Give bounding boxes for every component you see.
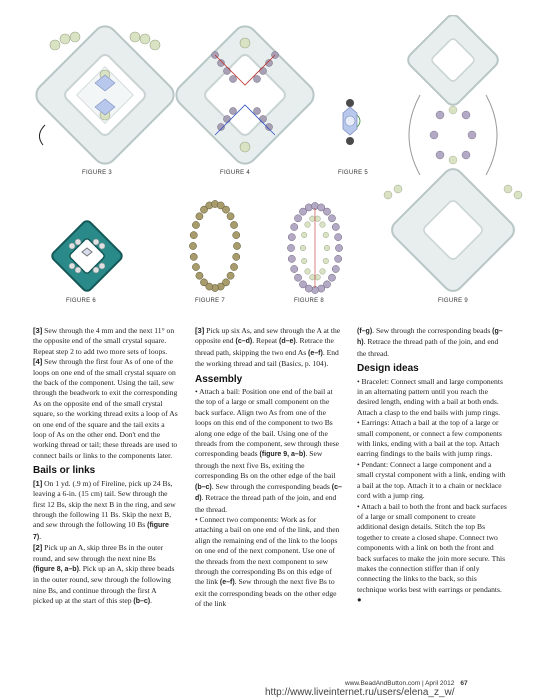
bead <box>288 234 295 241</box>
bead <box>328 215 335 222</box>
paragraph-connect-components: • Connect two components: Work as for attaching a bail on one end of the link, and then align the remaining end of the link to the loops on one end of the next component. Use one of the threads from the next component to sew through the corresponding Bs on this edge of the link (e–f). Sew through the next five Bs to exit the corresponding beads on the other edge of the link <box>195 514 340 609</box>
bead <box>323 232 329 238</box>
text-column-1 <box>33 326 178 608</box>
paragraph-bails-step-2: [2] Pick up an A, skip three Bs in the outer round, and sew through the next nine Bs (figure 8, a–b). Pick up an A, skip three beads in the outer round, sew through the following nine Bs, and continue through the first A picked up at the start of this step (b–c). <box>33 543 175 606</box>
page-footer <box>345 680 468 687</box>
bead <box>328 274 335 281</box>
heading-assembly: Assembly <box>195 373 243 385</box>
figure-8-label: FIGURE 8 <box>294 298 325 304</box>
bead <box>320 269 326 275</box>
bead <box>300 245 306 251</box>
bead <box>192 263 199 270</box>
figure-7-label: FIGURE 7 <box>195 298 226 304</box>
bead <box>230 263 237 270</box>
bead <box>324 245 330 251</box>
paragraph-step-3: [3] Sew through the 4 mm and the next 11° on the opposite end of the small crystal square. Repeat step 2 to add two more sets of loops. <box>33 326 175 356</box>
figure-5-label: FIGURE 5 <box>338 170 369 176</box>
bead <box>335 234 342 241</box>
page-number: 67 <box>460 680 468 687</box>
bead <box>291 223 298 230</box>
bead <box>227 213 234 220</box>
idea-attach-bail: • Attach a bail to both the front and back surfaces of a large or small component to create additional design details. Stitch the top Bs together to create a closed shape. Connect two components with a link on both the front and back surfaces to make the join more secure. This makes the connection stiffer than if only connecting the links to the back, so this technique works best with earrings or pendants. ● <box>357 501 507 605</box>
bead <box>335 255 342 262</box>
figure-9-label: FIGURE 9 <box>438 298 469 304</box>
watermark-url: http://www.liveinternet.ru/users/elena_z_w/ <box>265 687 455 698</box>
heading-design-ideas: Design ideas <box>357 363 419 375</box>
idea-bracelet: • Bracelet: Connect small and large components in an alternating pattern until you reach the desired length, ending with a bail at both ends. Attach a clasp to the end bails with jump rings. <box>357 376 503 417</box>
text-column-3 <box>357 326 507 606</box>
bead <box>310 216 316 222</box>
bead <box>190 253 197 260</box>
bead <box>230 221 237 228</box>
paragraph-step-4: [4] Sew through the first four As of one of the loops on one end of the small crystal square on the back of the component. Using the tail, sew through the beadwork to exit the corresponding As on the opposite end of the small crystal square, so the working thread exits a loop of As on one end of the square and the tail exits a loop of As on the other end. Don't end the working thread or tail; these threads are used to connect bails or links to the components later. <box>33 357 178 460</box>
bead <box>196 272 203 279</box>
paragraph-attach-bail: • Attach a bail: Position one end of the bail at the top of a large or small component on the back surface. Align two As from one of the loops on this end of the component to two Bs along one edge of the bail. Using one of the threads from the component, sew through these corresponding beads (figure 9, a–b). Sew through the next five Bs, exiting the corresponding Bs on the other edge of the bail (b–c). Sew through the corresponding beads (c–d). Retrace the thread path of the join, and end the thread. <box>195 387 342 514</box>
bead <box>233 242 240 249</box>
figure-4-diagram <box>175 25 315 165</box>
bead <box>196 213 203 220</box>
bead <box>291 265 298 272</box>
bead <box>233 232 240 239</box>
figure-6-label: FIGURE 6 <box>66 298 97 304</box>
bead <box>200 279 207 286</box>
paragraph-bails-step-3: [3] Pick up six As, and sew through the A at the opposite end (c–d). Repeat (d–e). Retrace the thread path, skipping the two end As (e–f). End the working thread and tail (Basics, p. 104). <box>195 326 341 369</box>
bead <box>332 265 339 272</box>
idea-pendant: • Pendant: Connect a large component and a small crystal component with a link, ending with a bail at the top. Attach it to a chain or necklace cord with a jump ring. <box>357 459 506 501</box>
bead <box>310 274 316 280</box>
bead <box>323 208 330 215</box>
bead <box>299 281 306 288</box>
bead <box>288 255 295 262</box>
figure-6-diagram <box>42 218 132 294</box>
bead <box>301 232 307 238</box>
bead <box>315 274 321 280</box>
figure-5-diagram <box>335 95 365 155</box>
bead <box>301 258 307 264</box>
figure-8-diagram <box>286 202 344 294</box>
bead <box>305 269 311 275</box>
paragraph-connect-continued: (f–g). Sew through the corresponding beads (g–h). Retrace the thread path of the join, and end the thread. <box>357 326 503 358</box>
bead <box>233 253 240 260</box>
figure-7-diagram <box>188 200 242 292</box>
text-column-2 <box>195 326 342 610</box>
bead <box>335 244 342 251</box>
bead <box>189 242 196 249</box>
paragraph-bails-step-1: [1] On 1 yd. (.9 m) of Fireline, pick up 24 Bs, leaving a 6-in. (15 cm) tail. Sew through the first 12 Bs, skip the next B in the ring, and sew through the following 11 Bs. Skip the next B, and sew through the following 10 Bs (figure 7). <box>33 478 176 541</box>
bead <box>294 274 301 281</box>
bead <box>287 244 294 251</box>
bead <box>294 215 301 222</box>
figure-4-label: FIGURE 4 <box>220 170 251 176</box>
idea-earrings: • Earrings: Attach a bail at the top of a large or small component, or connect a few components with links, ending with a bail at the top. Attach earring findings to the bails with jump rings. <box>357 418 502 459</box>
bead <box>315 216 321 222</box>
bead <box>222 206 229 213</box>
figure-9-diagram <box>378 15 528 295</box>
bead <box>332 223 339 230</box>
bead <box>227 272 234 279</box>
footer-site: www.BeadAndButton.com | April 2012 <box>345 680 455 687</box>
bead <box>192 221 199 228</box>
bead <box>320 222 326 228</box>
figure-3-label: FIGURE 3 <box>82 170 113 176</box>
heading-bails-or-links: Bails or links <box>33 465 96 477</box>
bead <box>323 258 329 264</box>
bead <box>190 232 197 239</box>
bead <box>305 222 311 228</box>
figure-3-diagram <box>35 25 175 165</box>
